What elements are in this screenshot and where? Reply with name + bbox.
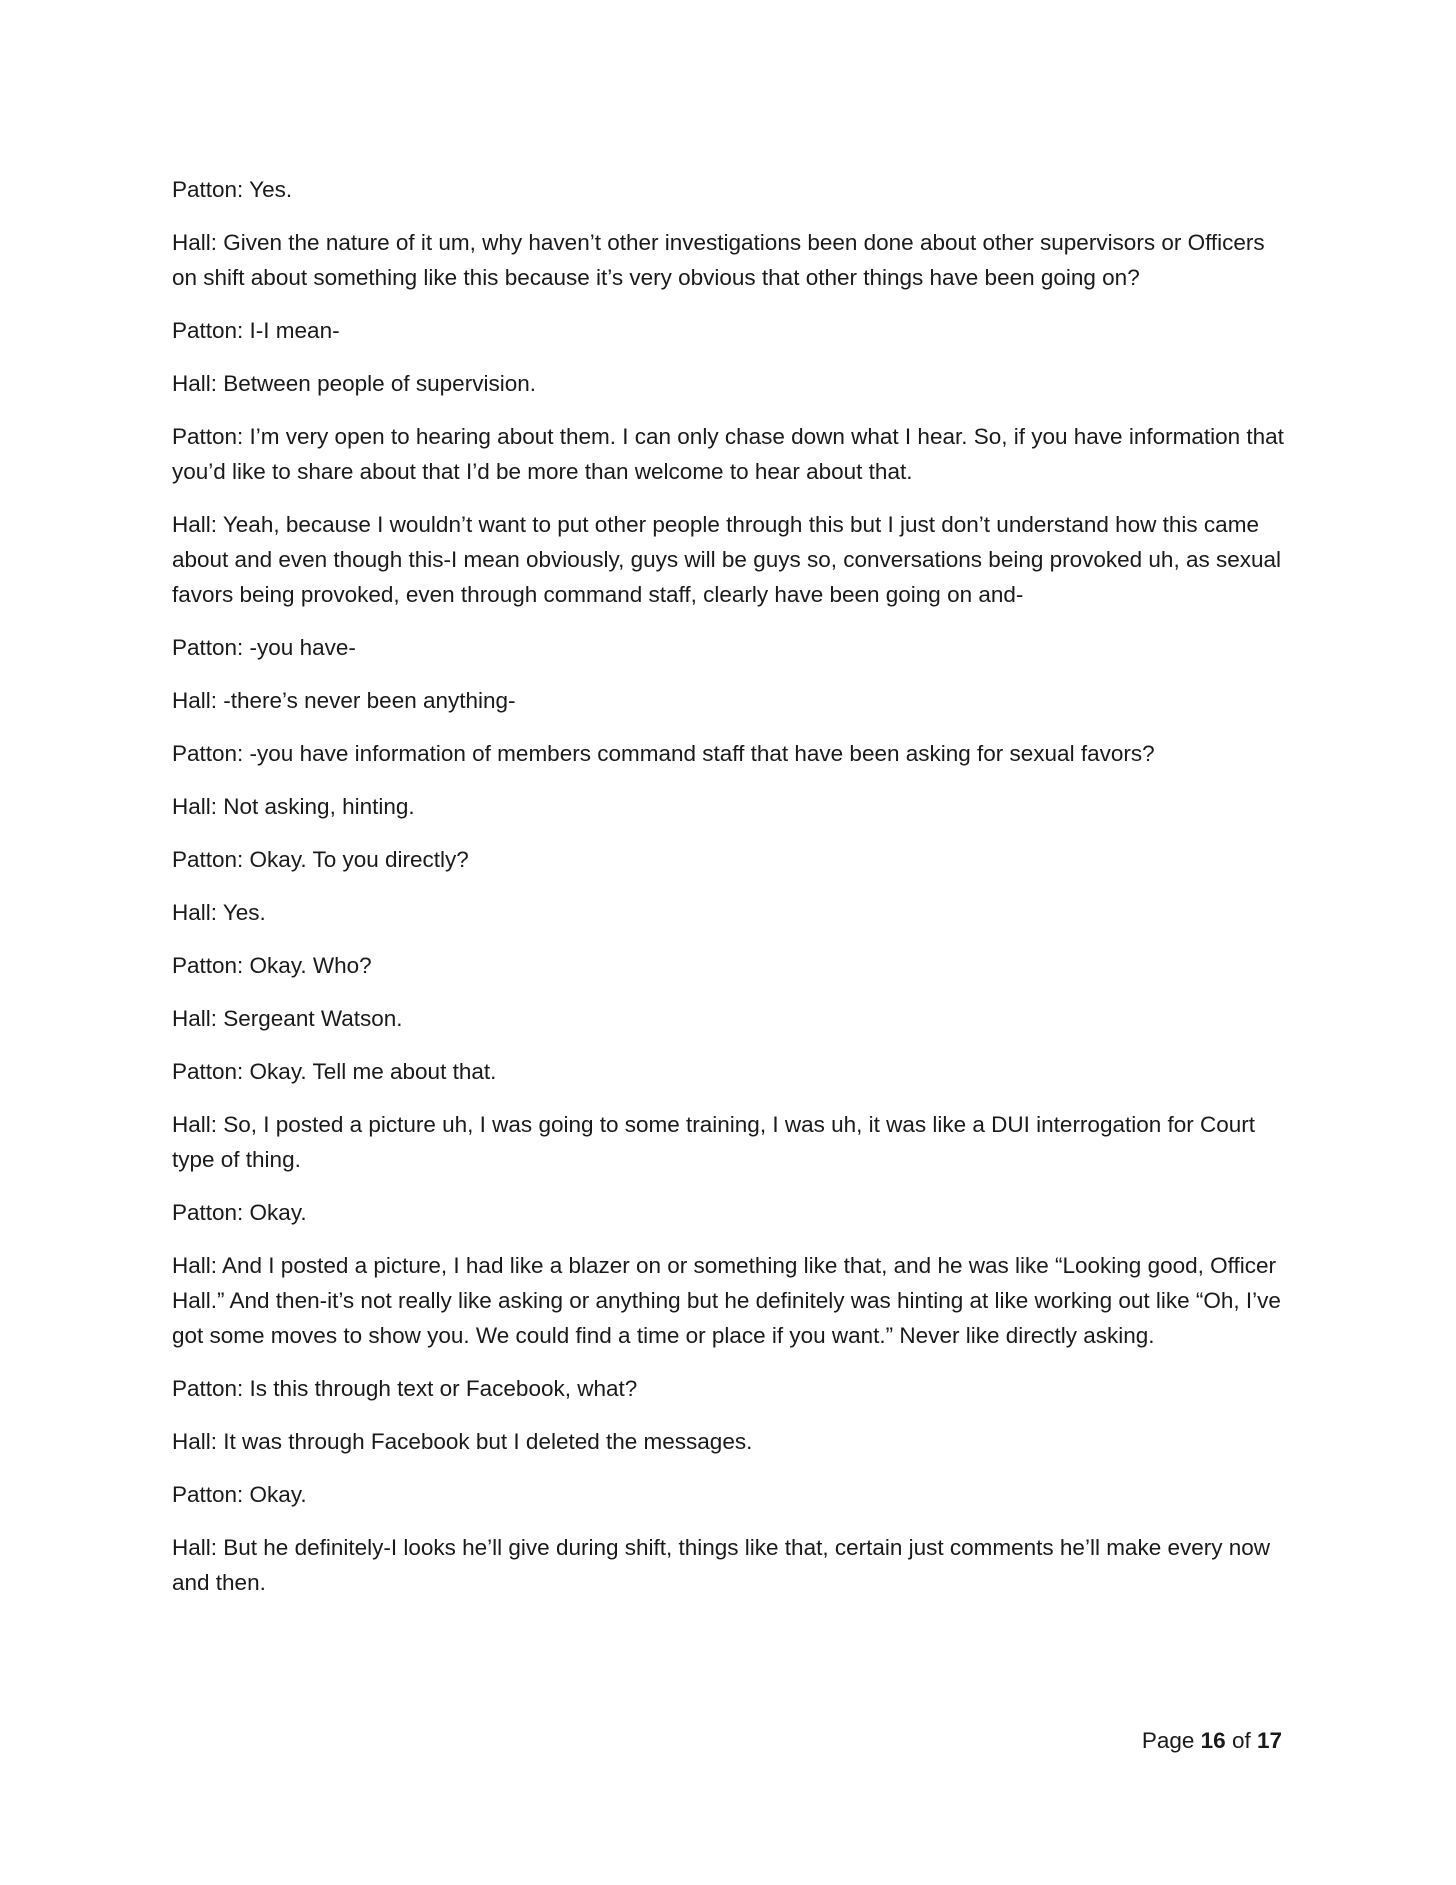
transcript-body [172, 172, 1290, 1618]
transcript-line: Patton: Okay. Who? [172, 953, 372, 978]
transcript-line: Patton: I’m very open to hearing about them. I can only chase down what I hear. So, if you have information that you’d like to share about that I’d be more than welcome to hear about that. [172, 424, 1284, 484]
transcript-line: Hall: Between people of supervision. [172, 371, 536, 396]
transcript-line: Patton: Okay. [172, 1200, 307, 1225]
transcript-line: Patton: -you have information of members command staff that have been asking for sexual favors? [172, 741, 1155, 766]
transcript-line: Patton: Okay. To you directly? [172, 847, 469, 872]
transcript-line: Hall: Yes. [172, 900, 266, 925]
transcript-line: Hall: Sergeant Watson. [172, 1006, 403, 1031]
transcript-line: Hall: Not asking, hinting. [172, 794, 415, 819]
transcript-line: Patton: Is this through text or Facebook, what? [172, 1376, 638, 1401]
transcript-line: Patton: Yes. [172, 177, 293, 202]
transcript-line: Hall: It was through Facebook but I deleted the messages. [172, 1429, 753, 1454]
transcript-line: Hall: But he definitely-I looks he’ll give during shift, things like that, certain just comments he’ll make every now and then. [172, 1535, 1271, 1595]
transcript-line: Hall: Given the nature of it um, why haven’t other investigations been done about other supervisors or Officers on shift about something like this because it’s very obvious that other things have been going on? [172, 230, 1265, 290]
transcript-line: Patton: I-I mean- [172, 318, 340, 343]
transcript-line: Patton: Okay. [172, 1482, 307, 1507]
transcript-line: Patton: -you have- [172, 635, 356, 660]
page-number-footer [1142, 1726, 1282, 1756]
page-word: Page [1141, 1728, 1195, 1753]
transcript-line: Hall: So, I posted a picture uh, I was going to some training, I was uh, it was like a DUI interrogation for Court type of thing. [172, 1112, 1256, 1172]
transcript-line: Hall: Yeah, because I wouldn’t want to put other people through this but I just don’t understand how this came about and even though this-I mean obviously, guys will be guys so, conversations being provoked uh, as sexual favors being provoked, even through command staff, clearly have been going on and- [172, 512, 1282, 607]
transcript-line: Hall: And I posted a picture, I had like a blazer on or something like that, and he was like “Looking good, Officer Hall.” And then-it’s not really like asking or anything but he definitely was hinting at like working out like “Oh, I’ve got some moves to show you. We could find a time or place if you want.” Never like directly asking. [172, 1253, 1281, 1348]
current-page-number: 16 [1200, 1728, 1226, 1753]
transcript-line: Patton: Okay. Tell me about that. [172, 1059, 497, 1084]
transcript-line: Hall: -there’s never been anything- [172, 688, 516, 713]
total-pages-number: 17 [1256, 1728, 1282, 1753]
of-word: of [1231, 1728, 1251, 1753]
